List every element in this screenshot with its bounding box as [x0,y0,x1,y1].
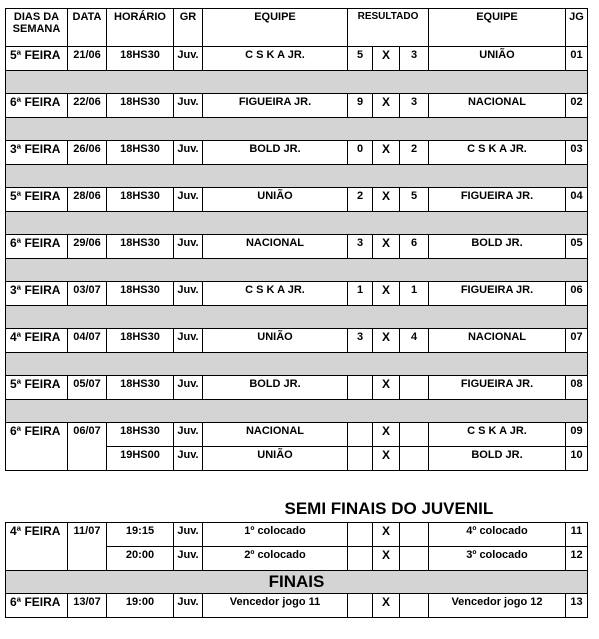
separator-cell [6,165,588,188]
home-team: C S K A JR. [203,47,348,71]
game-row [6,94,588,118]
game-group: Juv. [174,329,203,353]
final-away-score [400,594,429,618]
game-date: 04/07 [68,329,107,353]
game-time: 18HS30 [107,141,174,165]
versus-mark: X [373,447,400,471]
game-group: Juv. [174,235,203,259]
game-group: Juv. [174,423,203,447]
separator-cell [6,400,588,423]
versus-mark: X [373,547,400,571]
separator-row [6,353,588,376]
away-score: 3 [400,47,429,71]
game-date: 03/07 [68,282,107,306]
versus-mark: X [373,523,400,547]
game-number: 09 [566,423,588,447]
away-score: 3 [400,94,429,118]
away-score [400,423,429,447]
versus-mark: X [373,376,400,400]
versus-mark: X [373,594,400,618]
away-team: NACIONAL [429,94,566,118]
game-time: 18HS30 [107,94,174,118]
header-row [6,9,588,47]
game-group: Juv. [174,47,203,71]
away-team: FIGUEIRA JR. [429,282,566,306]
game-row [6,141,588,165]
game-date: 21/06 [68,47,107,71]
away-score [400,376,429,400]
home-team: BOLD JR. [203,376,348,400]
separator-row [6,400,588,423]
game-time: 18HS30 [107,188,174,212]
header-jg: JG [566,9,588,47]
home-team: BOLD JR. [203,141,348,165]
separator-row [6,306,588,329]
separator-cell [6,71,588,94]
away-score: 6 [400,235,429,259]
game-day: 6ª FEIRA [6,423,68,471]
game-time: 19HS00 [107,447,174,471]
away-score: 5 [400,188,429,212]
game-time: 18HS30 [107,376,174,400]
game-number: 05 [566,235,588,259]
final-home: Vencedor jogo 11 [203,594,348,618]
semi-away: 4º colocado [429,523,566,547]
versus-mark: X [373,282,400,306]
separator-cell [6,353,588,376]
away-team: BOLD JR. [429,235,566,259]
game-number: 08 [566,376,588,400]
semi-group: Juv. [174,523,203,547]
semi-day: 4ª FEIRA [6,523,68,571]
home-team: NACIONAL [203,235,348,259]
semi-row [6,523,588,547]
away-team: C S K A JR. [429,423,566,447]
home-score [348,447,373,471]
home-score: 3 [348,235,373,259]
finals-title: FINAIS [6,571,588,594]
home-team: UNIÃO [203,329,348,353]
game-row [6,282,588,306]
semi-title-spacer [6,496,203,523]
semi-away: 3º colocado [429,547,566,571]
header-data: DATA [68,9,107,47]
versus-mark: X [373,423,400,447]
game-day: 5ª FEIRA [6,376,68,400]
semi-home-score [348,547,373,571]
game-group: Juv. [174,141,203,165]
semi-time: 19:15 [107,523,174,547]
game-number: 06 [566,282,588,306]
game-row [6,329,588,353]
semi-date: 11/07 [68,523,107,571]
away-team: UNIÃO [429,47,566,71]
semi-group: Juv. [174,547,203,571]
game-number: 10 [566,447,588,471]
separator-cell [6,118,588,141]
game-day: 5ª FEIRA [6,47,68,71]
semi-home: 2º colocado [203,547,348,571]
game-time: 18HS30 [107,235,174,259]
playoffs-table [5,496,588,618]
home-score: 1 [348,282,373,306]
away-score: 4 [400,329,429,353]
game-time: 18HS30 [107,282,174,306]
header-equipe-away: EQUIPE [429,9,566,47]
home-score: 5 [348,47,373,71]
away-score [400,447,429,471]
away-team: NACIONAL [429,329,566,353]
separator-row [6,118,588,141]
game-date: 06/07 [68,423,107,471]
home-score: 0 [348,141,373,165]
final-date: 13/07 [68,594,107,618]
game-row [6,235,588,259]
away-team: BOLD JR. [429,447,566,471]
semi-time: 20:00 [107,547,174,571]
final-number: 13 [566,594,588,618]
header-dias: DIAS DA SEMANA [6,9,68,47]
home-score: 3 [348,329,373,353]
final-day: 6ª FEIRA [6,594,68,618]
home-team: UNIÃO [203,188,348,212]
home-team: NACIONAL [203,423,348,447]
home-team: FIGUEIRA JR. [203,94,348,118]
away-team: FIGUEIRA JR. [429,376,566,400]
game-time: 18HS30 [107,47,174,71]
final-group: Juv. [174,594,203,618]
game-date: 05/07 [68,376,107,400]
home-team: C S K A JR. [203,282,348,306]
away-team: C S K A JR. [429,141,566,165]
game-number: 03 [566,141,588,165]
game-row [6,47,588,71]
game-group: Juv. [174,282,203,306]
home-team: UNIÃO [203,447,348,471]
game-group: Juv. [174,94,203,118]
final-row [6,594,588,618]
away-team: FIGUEIRA JR. [429,188,566,212]
separator-row [6,259,588,282]
semi-finals-title: SEMI FINAIS DO JUVENIL [284,498,494,518]
semi-number: 11 [566,523,588,547]
away-score: 2 [400,141,429,165]
header-horario: HORÁRIO [107,9,174,47]
game-number: 02 [566,94,588,118]
game-day: 6ª FEIRA [6,94,68,118]
semi-away-score [400,523,429,547]
game-row [6,188,588,212]
game-number: 04 [566,188,588,212]
separator-cell [6,212,588,235]
versus-mark: X [373,141,400,165]
schedule-table [5,8,588,471]
game-number: 07 [566,329,588,353]
home-score [348,376,373,400]
separator-cell [6,306,588,329]
final-time: 19:00 [107,594,174,618]
final-home-score [348,594,373,618]
game-date: 26/06 [68,141,107,165]
semi-away-score [400,547,429,571]
game-number: 01 [566,47,588,71]
semi-home-score [348,523,373,547]
game-group: Juv. [174,188,203,212]
separator-row [6,165,588,188]
game-date: 22/06 [68,94,107,118]
home-score: 9 [348,94,373,118]
game-day: 4ª FEIRA [6,329,68,353]
header-gr: GR [174,9,203,47]
game-date: 29/06 [68,235,107,259]
game-row [6,376,588,400]
away-score: 1 [400,282,429,306]
game-day: 3ª FEIRA [6,282,68,306]
game-group: Juv. [174,376,203,400]
final-away: Vencedor jogo 12 [429,594,566,618]
game-time: 18HS30 [107,423,174,447]
header-resultado: RESULTADO [348,9,429,47]
semi-number: 12 [566,547,588,571]
game-day: 5ª FEIRA [6,188,68,212]
game-day: 6ª FEIRA [6,235,68,259]
versus-mark: X [373,94,400,118]
home-score: 2 [348,188,373,212]
semi-home: 1º colocado [203,523,348,547]
separator-row [6,212,588,235]
versus-mark: X [373,235,400,259]
game-day: 3ª FEIRA [6,141,68,165]
game-time: 18HS30 [107,329,174,353]
separator-cell [6,259,588,282]
game-row [6,423,588,447]
separator-row [6,71,588,94]
game-date: 28/06 [68,188,107,212]
versus-mark: X [373,188,400,212]
home-score [348,423,373,447]
header-equipe-home: EQUIPE [203,9,348,47]
game-group: Juv. [174,447,203,471]
versus-mark: X [373,47,400,71]
versus-mark: X [373,329,400,353]
